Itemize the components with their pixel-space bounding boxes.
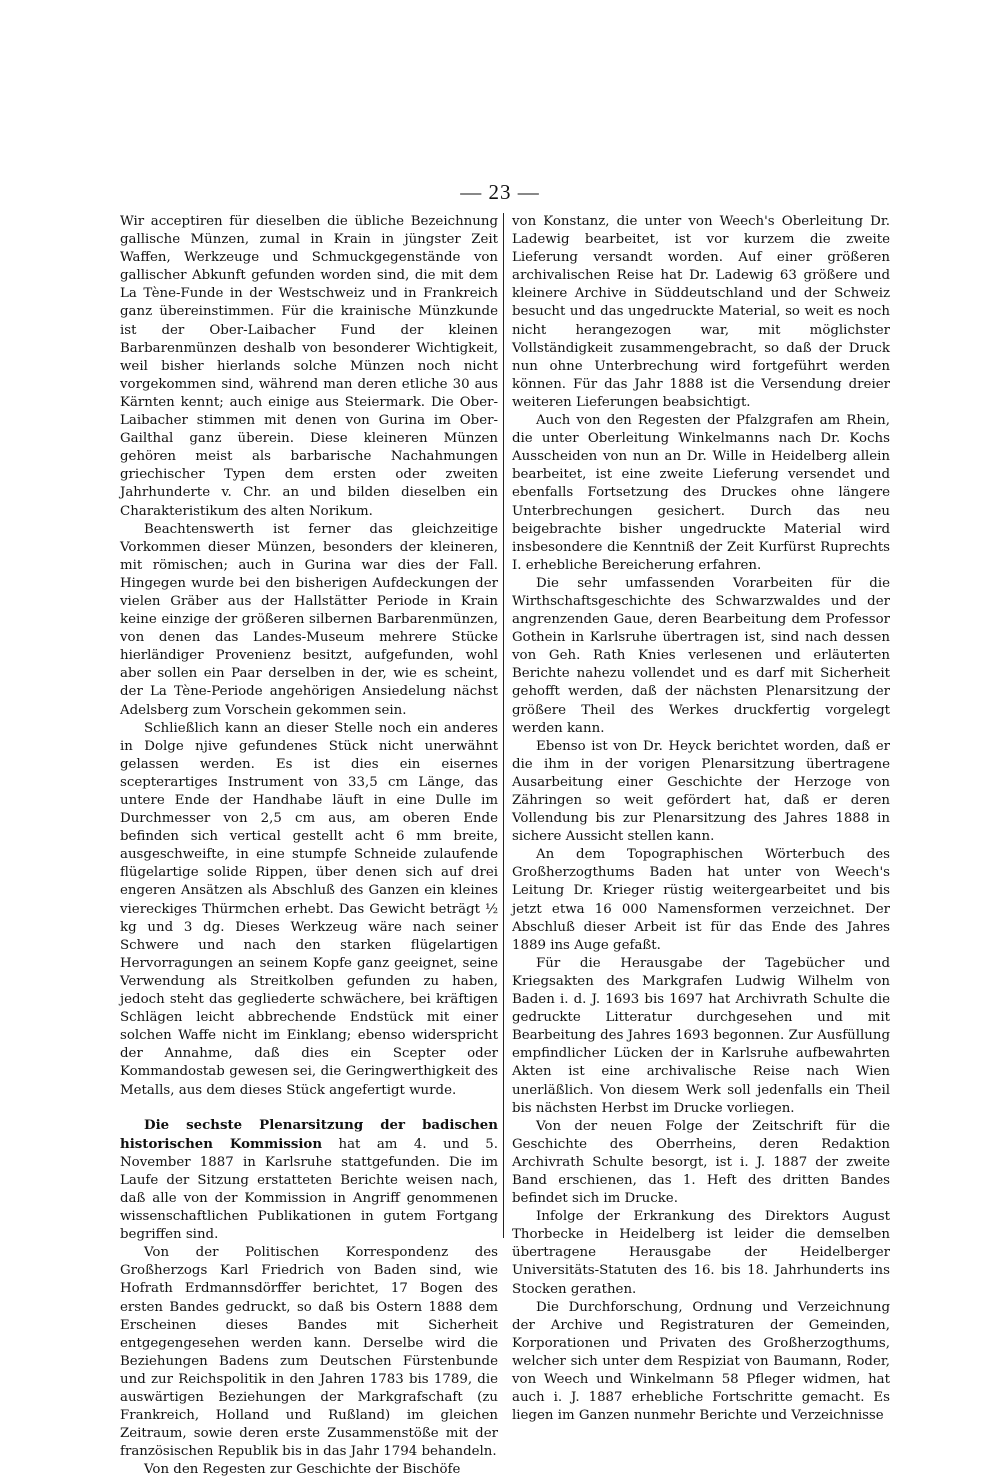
paragraph: Wir acceptiren für dieselben die übliche Bezeichnung gallische Münzen, zumal in Krain in jüngster Zeit Waffen, Werkzeuge und Schmuckgegenstände von gallischer Abkunft gefunden worden sind, die mit dem La Tène-Funde in der Westschweiz und in Frankreich ganz übereinstimmen. Für die krainische Münzkunde ist der Ober-Laibacher Fund der kleinen Barbarenmünzen deshalb von besonderer Wichtigkeit, weil bisher hierlands solche Münzen noch nicht vorgekommen sind, während man deren etliche 30 aus Kärnten kennt; auch einige aus Steiermark. Die Ober-Laibacher stimmen mit denen von Gurina im Ober-Gailthal ganz überein. Diese kleineren Münzen gehören meist als barbarische Nachahmungen griechischer Typen dem ersten oder zweiten Jahrhunderte v. Chr. an und bilden dieselben ein Charakteristikum des alten Norikum. [120, 214, 498, 519]
report-paragraph [120, 1116, 498, 1245]
paragraph: von Konstanz, die unter von Weech's Oberleitung Dr. Ladewig bearbeitet, ist vor kurzem die zweite Lieferung versandt worden. Auf einer größeren archivalischen Reise hat Dr. Ladewig 63 größere und kleinere Archive in Süddeutschland und der Schweiz besucht und das ungedruckte Material, so weit es noch nicht herangezogen war, mit möglichster Vollständigkeit zusammengebracht, so daß der Druck nun ohne Unterbrechung wird fortgeführt werden können. Für das Jahr 1888 ist die Versendung dreier weiteren Lieferungen beabsichtigt. [512, 214, 890, 410]
paragraph: Die sehr umfassenden Vorarbeiten für die Wirthschaftsgeschichte des Schwarzwaldes und der angrenzenden Gaue, deren Bearbeitung dem Professor Gothein in Karlsruhe übertragen ist, sind nach dessen von Geh. Rath Knies verlesenen und erläuterten Berichte nahezu vollendet und es darf mit Sicherheit gehofft werden, daß der nächsten Plenarsitzung der größere Theil des Werkes druckfertig vorgelegt werden kann. [512, 575, 890, 736]
paragraph-text: hat am 4. und 5. November 1887 in Karlsruhe stattgefunden. Die im Laufe der Sitzung erstatteten Berichte weisen nach, daß alle von der Kommission in Angriff genommenen wissenschaftlichen Publikationen in gutem Fortgang begriffen sind. [120, 1136, 498, 1243]
paragraph: Die Durchforschung, Ordnung und Verzeichnung der Archive und Registraturen der Gemeinden, Korporationen und Privaten des Großherzogthums, welcher sich unter dem Respiziat von Baumann, Roder, von Weech und Winkelmann 58 Pfleger widmen, hat auch i. J. 1887 erhebliche Fortschritte gemacht. Es liegen im Ganzen nunmehr Berichte und Verzeichnisse [512, 1299, 890, 1424]
page-number: — 23 — [460, 180, 540, 204]
paragraph: Von der neuen Folge der Zeitschrift für die Geschichte des Oberrheins, deren Redaktion Archivrath Schulte besorgt, ist i. J. 1887 der zweite Band erschienen, das 1. Heft des dritten Bandes befindet sich im Drucke. [512, 1118, 890, 1207]
column-divider [503, 213, 504, 1238]
paragraph: Infolge der Erkrankung des Direktors August Thorbecke in Heidelberg ist leider die demselben übertragene Herausgabe der Heidelberger Universitäts-Statuten des 16. bis 18. Jahrhunderts ins Stocken gerathen. [512, 1209, 890, 1297]
section-heading: Die sechste Plenarsitzung der badischen historischen Kommission [120, 1116, 498, 1152]
paragraph: Auch von den Regesten der Pfalzgrafen am Rhein, die unter Oberleitung Winkelmanns nach Dr. Kochs Ausscheiden von nun an Dr. Wille in Heidelberg allein bearbeitet, ist eine zweite Lieferung versendet und ebenfalls Fortsetzung des Druckes ohne längere Unterbrechungen gesichert. Durch das neu beigebrachte bisher ungedruckte Material wird insbesondere die Kenntniß der Zeit Kurfürst Ruprechts I. erhebliche Bereicherung erfahren. [512, 413, 890, 573]
paragraph: An dem Topographischen Wörterbuch des Großherzogthums Baden hat unter von Weech's Leitung Dr. Krieger rüstig weitergearbeitet und bis jetzt etwa 16 000 Namensformen verzeichnet. Der Abschluß dieser Arbeit ist für das Ende des Jahres 1889 ins Auge gefaßt. [512, 847, 890, 953]
paragraph: Beachtenswerth ist ferner das gleichzeitige Vorkommen dieser Münzen, besonders der kleineren, mit römischen; auch in Gurina war dies der Fall. Hingegen wurde bei den bisherigen Aufdeckungen der vielen Gräber aus der Hallstätter Periode in Krain keine einzige der größeren silbernen Barbarenmünzen, von denen das Landes-Museum mehrere Stücke hierländiger Provenienz besitzt, aufgefunden, wohl aber sollen ein Paar derselben in der, wie es scheint, der La Tène-Periode angehörigen Ansiedelung nächst Adelsberg zum Vorschein gekommen sein. [120, 521, 498, 718]
paragraph: Ebenso ist von Dr. Heyck berichtet worden, daß er die ihm in der vorigen Plenarsitzung übertragene Ausarbeitung einer Geschichte der Herzoge von Zähringen so weit gefördert hat, daß er deren Vollendung bis zur Plenarsitzung des Jahres 1888 in sichere Aussicht stellen kann. [512, 738, 890, 845]
paragraph: Von der Politischen Korrespondenz des Großherzogs Karl Friedrich von Baden sind, wie Hofrath Erdmannsdörffer berichtet, 17 Bogen des ersten Bandes gedruckt, so daß bis Ostern 1888 dem Erscheinen dieses Bandes mit Sicherheit entgegengesehen werden kann. Derselbe wird die Beziehungen Badens zum Deutschen Fürstenbunde und zur Reichspolitik in den Jahren 1783 bis 1789, die auswärtigen Beziehungen der Markgrafschaft (zu Frankreich, Holland und Rußland) im gleichen Zeitraum, sowie deren erste Zusammenstöße mit der französischen Republik bis in das Jahr 1794 behandeln. [120, 1245, 498, 1460]
paragraph: Schließlich kann an dieser Stelle noch ein anderes in Dolge njive gefundenes Stück nicht unerwähnt gelassen werden. Es ist dies ein eisernes scepterartiges Instrument von 33,5 cm Länge, das untere Ende der Handhabe läuft in eine Dulle im Durchmesser von 2,5 cm aus, am oberen Ende befinden sich vertical gestellt acht 6 mm breite, ausgeschweifte, in eine stumpfe Schneide zulaufende flügelartige solide Rippen, über denen sich auf drei engeren Ansätzen als Abschluß des Ganzen ein kleines viereckiges Thürmchen erhebt. Das Gewicht beträgt ½ kg und 3 dg. Dieses Werkzeug wäre nach seiner Schwere und nach den starken flügelartigen Hervorragungen an seinem Kopfe ganz geeignet, seine Verwendung als Streitkolben gefunden zu haben, jedoch steht das gegliederte schwächere, bei kräftigen Schlägen leicht abbrechende Endstück mit einer solchen Waffe nicht im Einklang; ebenso widerspricht der Annahme, daß dies ein Scepter oder Kommandostab gewesen sei, die Geringwerthigkeit des Metalls, aus dem dieses Stück angefertigt wurde. [120, 720, 498, 1098]
right-column [512, 213, 890, 1425]
left-column [120, 213, 498, 1479]
paragraph: Für die Herausgabe der Tagebücher und Kriegsakten des Markgrafen Ludwig Wilhelm von Baden i. d. J. 1693 bis 1697 hat Archivrath Schulte die gedruckte Litteratur durchgesehen und mit Bearbeitung des Jahres 1693 begonnen. Zur Ausfüllung empfindlicher Lücken der in Karlsruhe aufbewahrten Akten ist eine archivalische Reise nach Wien unerläßlich. Von diesem Werk soll jedenfalls ein Theil bis nächsten Herbst im Drucke vorliegen. [512, 955, 890, 1116]
paragraph: Von den Regesten zur Geschichte der Bischöfe [144, 1462, 461, 1478]
